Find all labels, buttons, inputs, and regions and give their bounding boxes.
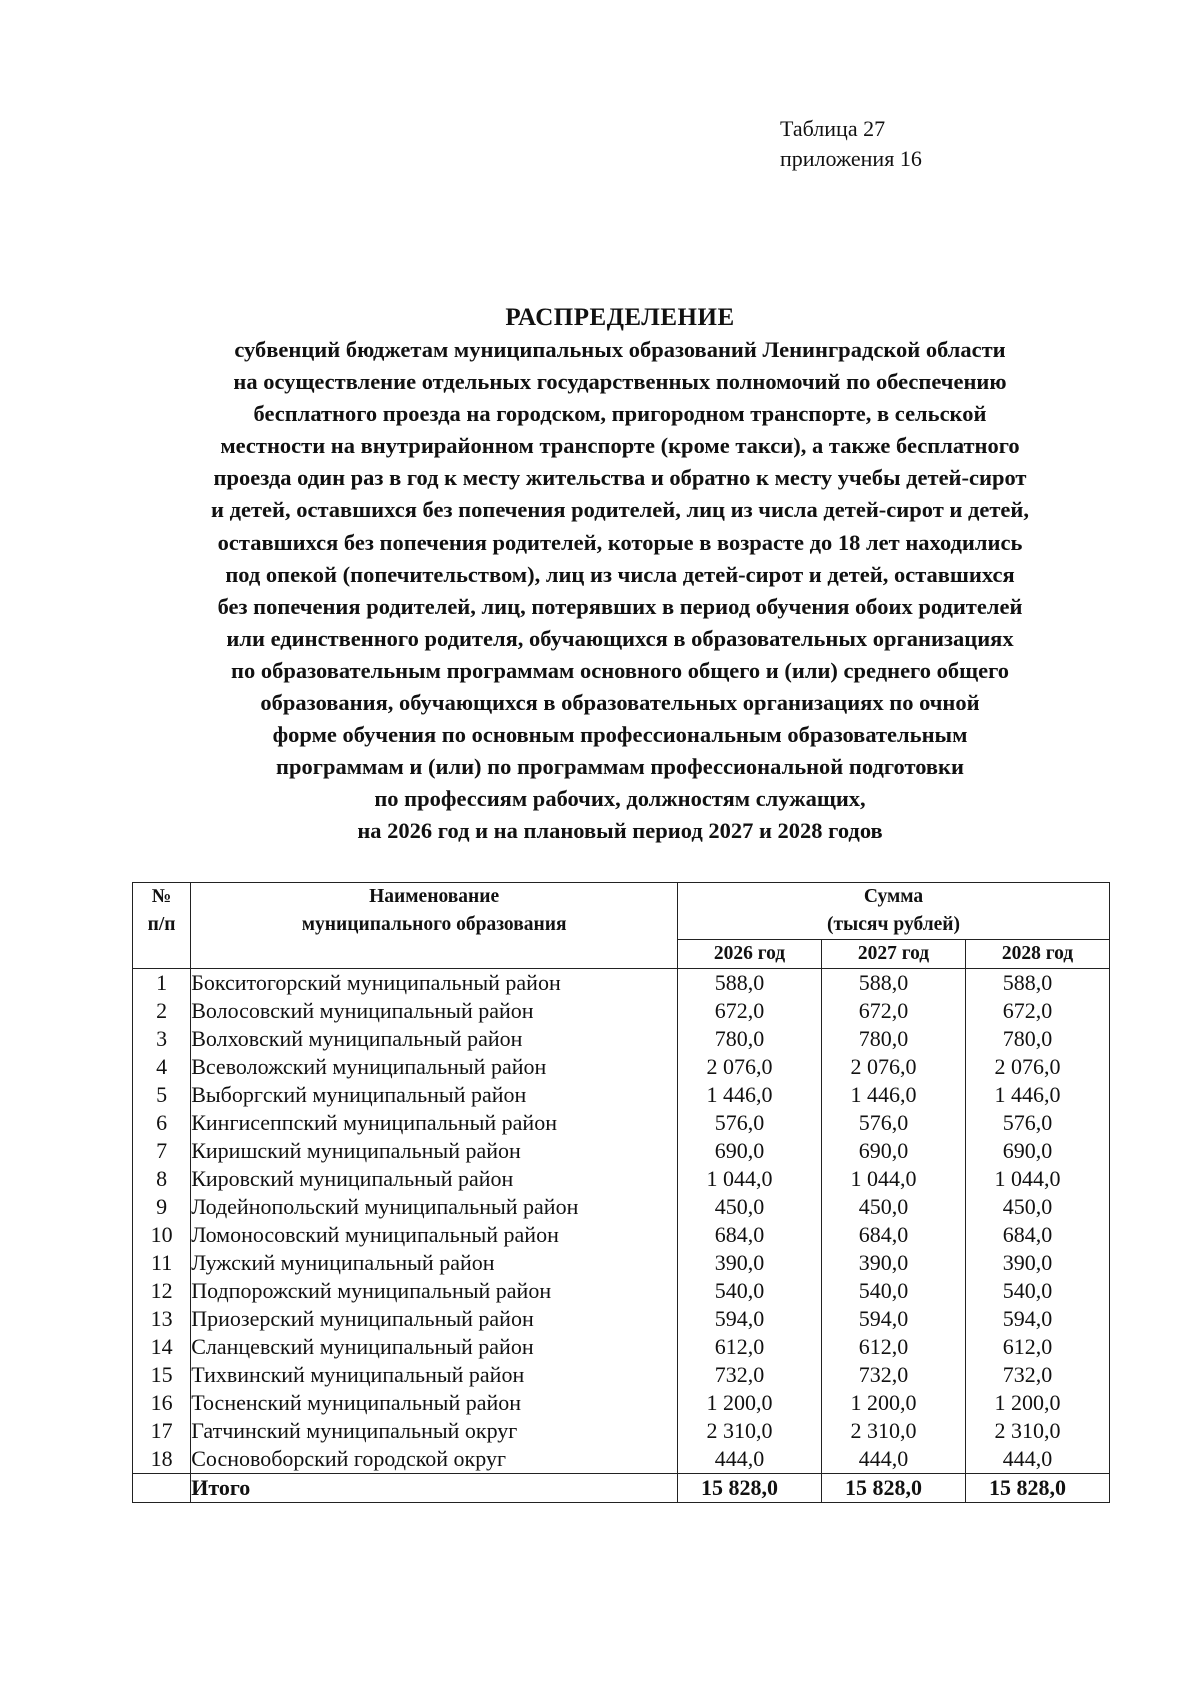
table-row — [133, 1277, 1110, 1305]
row-value-2027 — [822, 1193, 966, 1221]
row-value-2027 — [822, 1445, 966, 1474]
row-value-2026 — [678, 1193, 822, 1221]
row-value-2027-text: 588,0 — [858, 970, 909, 995]
row-value-2026 — [678, 1249, 822, 1277]
row-value-2027 — [822, 969, 966, 998]
document-heading — [100, 302, 1140, 848]
row-value-2027-text: 594,0 — [858, 1306, 909, 1331]
row-value-2028-text: 594,0 — [1002, 1306, 1053, 1331]
row-value-2027-text: 684,0 — [858, 1222, 909, 1247]
row-value-2027 — [822, 1277, 966, 1305]
row-value-2028-text: 540,0 — [1002, 1278, 1053, 1303]
row-value-2026 — [678, 1221, 822, 1249]
table-row — [133, 969, 1110, 998]
row-municipality-name: Лодейнопольский муниципальный район — [191, 1193, 678, 1221]
row-number: 11 — [133, 1249, 191, 1277]
row-municipality-name: Тосненский муниципальный район — [191, 1389, 678, 1417]
row-value-2028 — [966, 1305, 1110, 1333]
row-value-2027-text: 612,0 — [858, 1334, 909, 1359]
row-number: 10 — [133, 1221, 191, 1249]
total-number-cell — [133, 1474, 191, 1503]
row-value-2026-text: 780,0 — [714, 1026, 765, 1051]
table-row — [133, 1137, 1110, 1165]
row-number: 9 — [133, 1193, 191, 1221]
table-row — [133, 1221, 1110, 1249]
row-municipality-name: Волосовский муниципальный район — [191, 997, 678, 1025]
table-row — [133, 1025, 1110, 1053]
row-value-2026-text: 684,0 — [714, 1222, 765, 1247]
row-value-2026-text: 1 044,0 — [706, 1166, 773, 1191]
row-value-2026-text: 1 446,0 — [706, 1082, 773, 1107]
row-value-2028 — [966, 1025, 1110, 1053]
table-row — [133, 997, 1110, 1025]
subtitle-line: программам и (или) по программам профессиональной подготовки — [276, 754, 964, 780]
header-municipality-line1: Наименование — [369, 886, 500, 907]
row-value-2028-text: 576,0 — [1002, 1110, 1053, 1135]
row-municipality-name: Подпорожский муниципальный район — [191, 1277, 678, 1305]
row-value-2027 — [822, 1249, 966, 1277]
row-number: 13 — [133, 1305, 191, 1333]
subtitle-line: проезда один раз в год к месту жительства и обратно к месту учебы детей-сирот — [213, 465, 1027, 491]
subtitle-line: без попечения родителей, лиц, потерявших в период обучения обоих родителей — [217, 593, 1023, 619]
row-value-2026-text: 690,0 — [714, 1138, 765, 1163]
table-row — [133, 1305, 1110, 1333]
row-number: 5 — [133, 1081, 191, 1109]
distribution-table — [132, 882, 1110, 1503]
total-value-text: 15 828,0 — [701, 1475, 779, 1500]
row-number: 7 — [133, 1137, 191, 1165]
row-value-2027 — [822, 1305, 966, 1333]
row-value-2028-text: 390,0 — [1002, 1250, 1053, 1275]
row-number: 16 — [133, 1389, 191, 1417]
row-value-2027 — [822, 1417, 966, 1445]
row-value-2026 — [678, 1417, 822, 1445]
row-value-2027-text: 732,0 — [858, 1362, 909, 1387]
row-value-2026-text: 588,0 — [714, 970, 765, 995]
header-sum-line1: Сумма — [863, 886, 924, 907]
row-value-2028 — [966, 1277, 1110, 1305]
row-value-2028 — [966, 1361, 1110, 1389]
header-sum-line2: (тысяч рублей) — [826, 914, 961, 935]
row-municipality-name: Сланцевский муниципальный район — [191, 1333, 678, 1361]
total-value-2026 — [678, 1474, 822, 1503]
row-value-2027 — [822, 1389, 966, 1417]
row-value-2028-text: 2 076,0 — [994, 1054, 1061, 1079]
row-value-2028 — [966, 1081, 1110, 1109]
row-value-2026 — [678, 1361, 822, 1389]
table-row — [133, 1333, 1110, 1361]
row-value-2027-text: 444,0 — [858, 1446, 909, 1471]
row-value-2027-text: 690,0 — [858, 1138, 909, 1163]
row-value-2026 — [678, 1165, 822, 1193]
table-row — [133, 1445, 1110, 1474]
subtitle-line: под опекой (попечительством), лиц из числа детей-сирот и детей, оставшихся — [225, 561, 1015, 587]
row-municipality-name: Сосновоборский городской округ — [191, 1445, 678, 1474]
row-value-2026-text: 450,0 — [714, 1194, 765, 1219]
row-municipality-name: Выборгский муниципальный район — [191, 1081, 678, 1109]
row-value-2026 — [678, 969, 822, 998]
row-value-2028-text: 672,0 — [1002, 998, 1053, 1023]
row-value-2026 — [678, 1053, 822, 1081]
document-subtitle — [100, 334, 1140, 848]
row-value-2027-text: 390,0 — [858, 1250, 909, 1275]
row-municipality-name: Всеволожский муниципальный район — [191, 1053, 678, 1081]
row-value-2027-text: 2 310,0 — [850, 1418, 917, 1443]
row-value-2028 — [966, 1417, 1110, 1445]
header-municipality — [191, 883, 678, 969]
row-municipality-name: Кировский муниципальный район — [191, 1165, 678, 1193]
row-value-2028-text: 450,0 — [1002, 1194, 1053, 1219]
row-value-2026-text: 444,0 — [714, 1446, 765, 1471]
table-row — [133, 1053, 1110, 1081]
row-number: 8 — [133, 1165, 191, 1193]
row-value-2028-text: 612,0 — [1002, 1334, 1053, 1359]
row-value-2028 — [966, 1193, 1110, 1221]
row-municipality-name: Гатчинский муниципальный округ — [191, 1417, 678, 1445]
row-value-2027-text: 540,0 — [858, 1278, 909, 1303]
reference-appendix-number: приложения 16 — [780, 146, 922, 171]
table-header-row — [133, 883, 1110, 940]
row-value-2026 — [678, 1081, 822, 1109]
row-value-2026 — [678, 1389, 822, 1417]
row-value-2028 — [966, 1137, 1110, 1165]
header-number-line1: № — [151, 886, 172, 907]
row-value-2026 — [678, 1445, 822, 1474]
table-row — [133, 1109, 1110, 1137]
row-value-2027 — [822, 1025, 966, 1053]
row-value-2026 — [678, 1333, 822, 1361]
row-value-2028-text: 1 044,0 — [994, 1166, 1061, 1191]
row-number: 4 — [133, 1053, 191, 1081]
row-value-2026 — [678, 1137, 822, 1165]
row-value-2028-text: 444,0 — [1002, 1446, 1053, 1471]
row-value-2026-text: 594,0 — [714, 1306, 765, 1331]
table-row — [133, 1249, 1110, 1277]
subtitle-line: образования, обучающихся в образовательных организациях по очной — [260, 690, 980, 716]
row-value-2028 — [966, 1221, 1110, 1249]
header-year-2028: 2028 год — [966, 940, 1110, 969]
row-value-2027 — [822, 1361, 966, 1389]
row-value-2027 — [822, 1137, 966, 1165]
row-value-2028 — [966, 1109, 1110, 1137]
row-value-2026-text: 732,0 — [714, 1362, 765, 1387]
row-value-2027 — [822, 997, 966, 1025]
row-value-2028 — [966, 1053, 1110, 1081]
subtitle-line: по образовательным программам основного общего и (или) среднего общего — [231, 657, 1009, 683]
row-value-2028 — [966, 997, 1110, 1025]
row-value-2026-text: 2 076,0 — [706, 1054, 773, 1079]
row-value-2028-text: 732,0 — [1002, 1362, 1053, 1387]
row-value-2027 — [822, 1081, 966, 1109]
subtitle-line: или единственного родителя, обучающихся в образовательных организациях — [226, 625, 1014, 651]
row-number: 14 — [133, 1333, 191, 1361]
row-value-2026-text: 390,0 — [714, 1250, 765, 1275]
row-number: 6 — [133, 1109, 191, 1137]
row-value-2027-text: 672,0 — [858, 998, 909, 1023]
row-value-2028-text: 684,0 — [1002, 1222, 1053, 1247]
row-value-2028 — [966, 1445, 1110, 1474]
reference-table-number: Таблица 27 — [780, 116, 886, 141]
subtitle-line: бесплатного проезда на городском, пригородном транспорте, в сельской — [253, 401, 987, 427]
row-number: 3 — [133, 1025, 191, 1053]
row-value-2027 — [822, 1221, 966, 1249]
header-sum — [678, 883, 1110, 940]
row-municipality-name: Лужский муниципальный район — [191, 1249, 678, 1277]
row-value-2027-text: 1 044,0 — [850, 1166, 917, 1191]
row-value-2027-text: 450,0 — [858, 1194, 909, 1219]
row-number: 12 — [133, 1277, 191, 1305]
subtitle-line: на осуществление отдельных государственных полномочий по обеспечению — [233, 369, 1007, 395]
row-value-2026-text: 672,0 — [714, 998, 765, 1023]
row-number: 2 — [133, 997, 191, 1025]
row-value-2028-text: 690,0 — [1002, 1138, 1053, 1163]
subtitle-line: на 2026 год и на плановый период 2027 и 2028 годов — [357, 818, 883, 844]
row-value-2028 — [966, 969, 1110, 998]
table-row — [133, 1081, 1110, 1109]
row-value-2026 — [678, 1277, 822, 1305]
row-value-2028-text: 1 446,0 — [994, 1082, 1061, 1107]
header-year-2026: 2026 год — [678, 940, 822, 969]
row-number: 15 — [133, 1361, 191, 1389]
row-value-2026-text: 1 200,0 — [706, 1390, 773, 1415]
row-value-2026 — [678, 1305, 822, 1333]
row-value-2026-text: 612,0 — [714, 1334, 765, 1359]
table-total-row — [133, 1474, 1110, 1503]
subtitle-line: оставшихся без попечения родителей, которые в возрасте до 18 лет находились — [217, 529, 1023, 555]
table-row — [133, 1417, 1110, 1445]
row-municipality-name: Кингисеппский муниципальный район — [191, 1109, 678, 1137]
row-value-2027 — [822, 1165, 966, 1193]
subtitle-line: форме обучения по основным профессиональным образовательным — [272, 722, 968, 748]
row-number: 18 — [133, 1445, 191, 1474]
row-value-2026 — [678, 997, 822, 1025]
subtitle-line: и детей, оставшихся без попечения родителей, лиц из числа детей-сирот и детей, — [211, 497, 1029, 523]
row-value-2026-text: 2 310,0 — [706, 1418, 773, 1443]
row-value-2027-text: 1 446,0 — [850, 1082, 917, 1107]
table-body — [133, 969, 1110, 1503]
total-value-2028 — [966, 1474, 1110, 1503]
total-value-text: 15 828,0 — [845, 1475, 922, 1500]
row-value-2027-text: 780,0 — [858, 1026, 909, 1051]
row-value-2027 — [822, 1109, 966, 1137]
row-municipality-name: Приозерский муниципальный район — [191, 1305, 678, 1333]
row-value-2026-text: 576,0 — [714, 1110, 765, 1135]
row-value-2028 — [966, 1165, 1110, 1193]
row-value-2026 — [678, 1025, 822, 1053]
row-value-2028-text: 1 200,0 — [994, 1390, 1061, 1415]
header-municipality-line2: муниципального образования — [301, 914, 567, 935]
total-value-text: 15 828,0 — [989, 1475, 1066, 1500]
row-value-2028 — [966, 1333, 1110, 1361]
table-reference — [780, 114, 922, 174]
table-row — [133, 1389, 1110, 1417]
row-value-2027 — [822, 1333, 966, 1361]
total-value-2027 — [822, 1474, 966, 1503]
total-label: Итого — [191, 1474, 678, 1503]
subtitle-line: местности на внутрирайонном транспорте (кроме такси), а также бесплатного — [220, 433, 1020, 459]
row-value-2028 — [966, 1389, 1110, 1417]
row-value-2026-text: 540,0 — [714, 1278, 765, 1303]
subtitle-line: субвенций бюджетам муниципальных образований Ленинградской области — [234, 337, 1006, 362]
row-municipality-name: Ломоносовский муниципальный район — [191, 1221, 678, 1249]
table-row — [133, 1361, 1110, 1389]
table-row — [133, 1193, 1110, 1221]
row-value-2026 — [678, 1109, 822, 1137]
row-value-2027-text: 576,0 — [858, 1110, 909, 1135]
row-value-2027-text: 2 076,0 — [850, 1054, 917, 1079]
row-municipality-name: Киришский муниципальный район — [191, 1137, 678, 1165]
header-number-line2: п/п — [147, 914, 176, 935]
table-row — [133, 1165, 1110, 1193]
row-value-2027-text: 1 200,0 — [850, 1390, 917, 1415]
row-municipality-name: Бокситогорский муниципальный район — [191, 969, 678, 998]
row-value-2028-text: 588,0 — [1002, 970, 1053, 995]
subtitle-line: по профессиям рабочих, должностям служащих, — [374, 786, 866, 812]
row-number: 17 — [133, 1417, 191, 1445]
header-year-2027: 2027 год — [822, 940, 966, 969]
row-number: 1 — [133, 969, 191, 998]
row-municipality-name: Тихвинский муниципальный район — [191, 1361, 678, 1389]
row-value-2028-text: 780,0 — [1002, 1026, 1053, 1051]
header-number — [133, 883, 191, 969]
row-value-2028-text: 2 310,0 — [994, 1418, 1061, 1443]
row-value-2027 — [822, 1053, 966, 1081]
document-title: РАСПРЕДЕЛЕНИЕ — [505, 304, 735, 331]
row-value-2028 — [966, 1249, 1110, 1277]
row-municipality-name: Волховский муниципальный район — [191, 1025, 678, 1053]
